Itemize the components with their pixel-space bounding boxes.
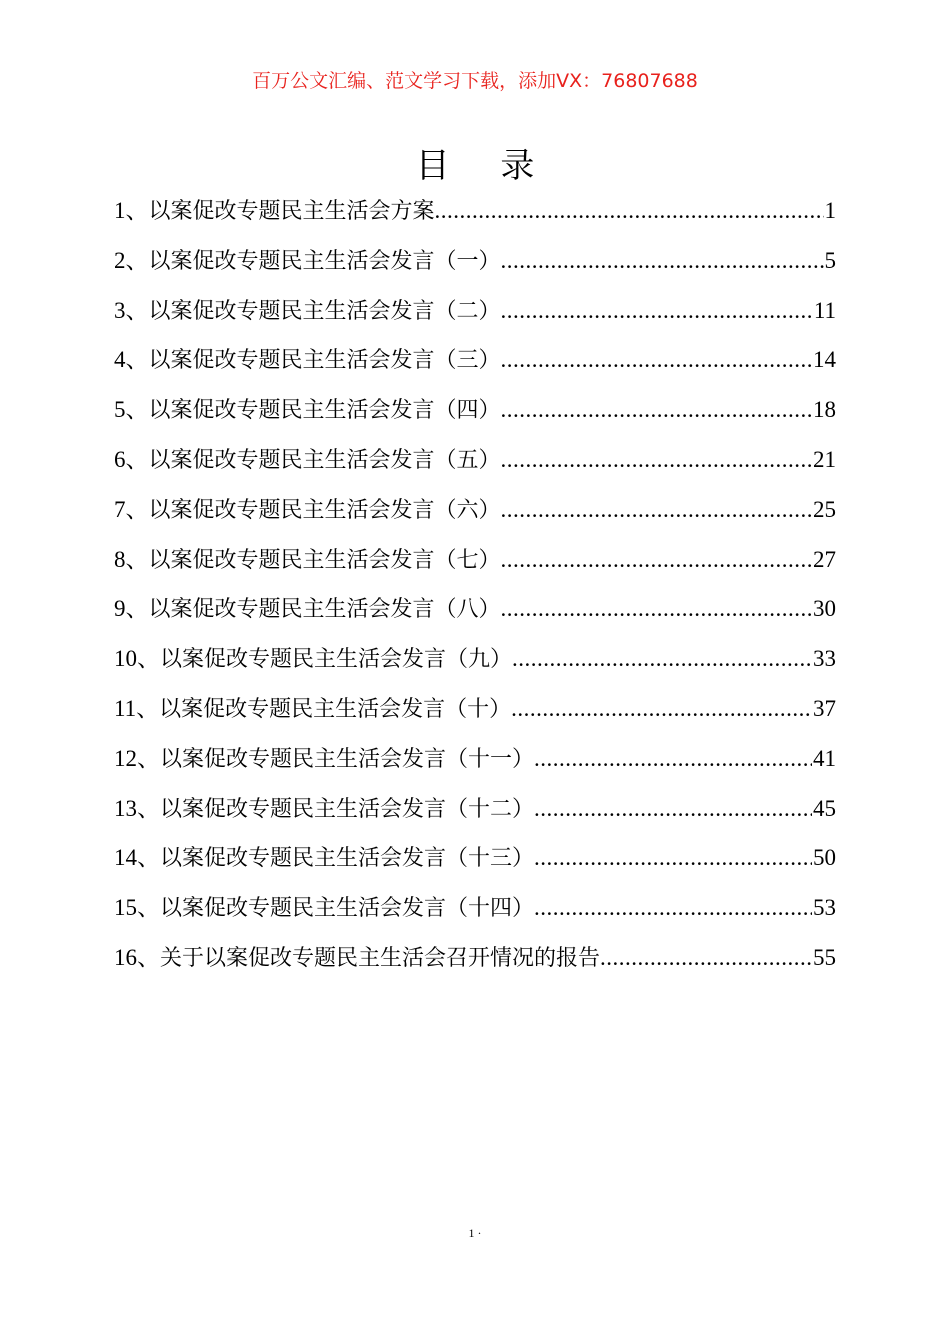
toc-leader-dots xyxy=(435,198,824,224)
toc-entry-title: 以案促改专题民主生活会发言（五） xyxy=(148,447,501,473)
toc-entry-number: 3、 xyxy=(114,297,149,323)
toc-entry-title: 以案促改专题民主生活会发言（十三） xyxy=(160,846,535,872)
toc-entry-title: 关于以案促改专题民主生活会召开情况的报告 xyxy=(160,945,601,971)
toc-entry-title: 以案促改专题民主生活会发言（一） xyxy=(148,248,501,274)
toc-entry-number: 5、 xyxy=(114,397,149,423)
page-number: 1 · xyxy=(468,1226,482,1240)
toc-entry-number: 6、 xyxy=(114,446,149,472)
toc-leader-dots xyxy=(501,497,812,523)
toc-leader-dots xyxy=(501,397,812,423)
toc-entry-number: 2、 xyxy=(114,247,149,273)
toc-entry-page: 5 xyxy=(824,247,836,273)
toc-leader-dots xyxy=(501,347,812,373)
toc-entry-title: 以案促改专题民主生活会发言（七） xyxy=(148,547,501,573)
toc-entry-page: 14 xyxy=(813,347,836,373)
toc-entry-number: 11、 xyxy=(114,695,160,721)
toc-entry-3[interactable] xyxy=(114,292,836,342)
toc-entry-title: 以案促改专题民主生活会发言（十） xyxy=(159,696,512,722)
toc-entry-number: 12、 xyxy=(114,745,160,771)
toc-entry-11[interactable] xyxy=(114,690,836,740)
toc-entry-number: 1、 xyxy=(114,198,149,223)
toc-entry-number: 9、 xyxy=(114,596,149,622)
toc-entry-1[interactable] xyxy=(114,192,836,242)
toc-leader-dots xyxy=(534,845,812,871)
toc-entry-page: 11 xyxy=(813,297,836,323)
toc-entry-8[interactable] xyxy=(114,541,836,591)
toc-entry-number: 15、 xyxy=(114,895,160,921)
toc-entry-9[interactable] xyxy=(114,590,836,640)
toc-entry-page: 53 xyxy=(813,895,836,921)
toc-leader-dots xyxy=(501,248,824,274)
toc-entry-7[interactable] xyxy=(114,491,836,541)
toc-entry-number: 16、 xyxy=(114,944,160,970)
toc-entry-title: 以案促改专题民主生活会发言（四） xyxy=(148,398,501,424)
toc-leader-dots xyxy=(501,298,813,324)
toc-leader-dots xyxy=(501,547,812,573)
toc-entry-page: 45 xyxy=(813,795,836,821)
toc-entry-number: 13、 xyxy=(114,795,160,821)
toc-entry-15[interactable] xyxy=(114,889,836,939)
toc-leader-dots xyxy=(511,696,812,722)
toc-entry-page: 21 xyxy=(813,446,836,472)
toc-leader-dots xyxy=(512,646,812,672)
toc-entry-5[interactable] xyxy=(114,391,836,441)
toc-leader-dots xyxy=(501,447,812,473)
toc-entry-16[interactable] xyxy=(114,939,836,989)
toc-entry-page: 30 xyxy=(813,596,836,622)
toc-entry-14[interactable] xyxy=(114,839,836,889)
toc-leader-dots xyxy=(534,895,812,921)
toc-entry-title: 以案促改专题民主生活会发言（十二） xyxy=(160,796,535,822)
toc-entry-page: 27 xyxy=(813,546,836,572)
toc-entry-page: 1 xyxy=(824,198,836,223)
toc-list xyxy=(114,192,836,989)
toc-entry-title: 以案促改专题民主生活会方案 xyxy=(148,199,435,224)
toc-title: 目 录 xyxy=(415,146,555,186)
toc-entry-title: 以案促改专题民主生活会发言（八） xyxy=(148,597,501,623)
toc-entry-title: 以案促改专题民主生活会发言（九） xyxy=(160,647,513,673)
toc-entry-number: 4、 xyxy=(114,347,149,373)
toc-entry-13[interactable] xyxy=(114,790,836,840)
toc-entry-title: 以案促改专题民主生活会发言（六） xyxy=(148,497,501,523)
toc-leader-dots xyxy=(534,746,812,772)
toc-entry-page: 41 xyxy=(813,745,836,771)
toc-leader-dots xyxy=(600,945,812,971)
toc-leader-dots xyxy=(501,596,812,622)
toc-entry-title: 以案促改专题民主生活会发言（十一） xyxy=(160,746,535,772)
toc-entry-title: 以案促改专题民主生活会发言（二） xyxy=(148,298,501,324)
toc-entry-title: 以案促改专题民主生活会发言（三） xyxy=(148,348,501,374)
toc-entry-page: 33 xyxy=(813,646,836,672)
toc-entry-4[interactable] xyxy=(114,341,836,391)
toc-entry-page: 55 xyxy=(813,944,836,970)
toc-entry-12[interactable] xyxy=(114,740,836,790)
toc-entry-number: 7、 xyxy=(114,496,149,522)
toc-entry-2[interactable] xyxy=(114,242,836,292)
toc-entry-number: 10、 xyxy=(114,646,160,672)
header-note: 百万公文汇编、范文学习下载，添加VX：76807688 xyxy=(252,70,698,92)
toc-entry-page: 25 xyxy=(813,496,836,522)
toc-entry-title: 以案促改专题民主生活会发言（十四） xyxy=(160,896,535,922)
toc-entry-10[interactable] xyxy=(114,640,836,690)
toc-entry-page: 50 xyxy=(813,845,836,871)
toc-entry-6[interactable] xyxy=(114,441,836,491)
toc-leader-dots xyxy=(534,796,812,822)
toc-entry-page: 37 xyxy=(813,695,836,721)
toc-entry-page: 18 xyxy=(813,397,836,423)
toc-entry-number: 8、 xyxy=(114,546,149,572)
toc-entry-number: 14、 xyxy=(114,845,160,871)
